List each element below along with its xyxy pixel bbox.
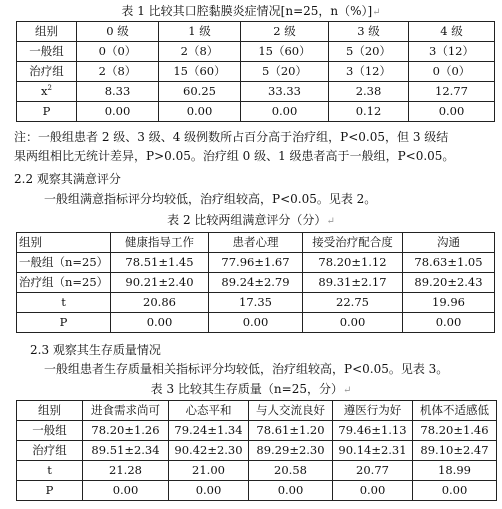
table3-cell: 89.51±2.34 [83, 441, 169, 461]
table-row [17, 253, 495, 273]
table1-cell: 0.12 [329, 102, 409, 122]
table1-cell: 3（12） [329, 62, 409, 82]
section-heading-2-3: 2.3 观察其生存质量情况 [30, 343, 161, 357]
table2-header: 健康指导工作 [111, 233, 209, 253]
return-mark: ↵ [342, 385, 352, 396]
table1-cell: 治疗组 [17, 62, 77, 82]
table3-header: 组别 [17, 401, 83, 421]
table2-cell: t [17, 293, 111, 313]
table2 [16, 232, 495, 333]
return-mark: ↵ [372, 7, 381, 18]
table-row [17, 102, 495, 122]
table1-header: 3 级 [329, 22, 409, 42]
table-row [17, 62, 495, 82]
table3-cell: 89.29±2.30 [249, 441, 333, 461]
table2-cell: 89.31±2.17 [303, 273, 403, 293]
table2-cell: 19.96 [403, 293, 495, 313]
table2-header-row [17, 233, 495, 253]
table-row [17, 273, 495, 293]
table2-header: 组别 [17, 233, 111, 253]
table1-cell: 2.38 [329, 82, 409, 102]
table1-cell: 0.00 [159, 102, 241, 122]
table1-cell: 5（20） [329, 42, 409, 62]
table2-header: 患者心理 [209, 233, 303, 253]
table2-cell: 89.20±2.43 [403, 273, 495, 293]
table2-cell: 一般组（n=25） [17, 253, 111, 273]
table3-header: 与人交流良好 [249, 401, 333, 421]
table2-cell: 90.21±2.40 [111, 273, 209, 293]
table3-cell: 18.99 [413, 461, 497, 481]
section-2-2-text: 一般组满意指标评分均较低，治疗组较高，P<0.05。见表 2。 [44, 192, 377, 206]
section-2-3-text: 一般组患者生存质量相关指标评分均较低，治疗组较高，P<0.05。见表 3。 [44, 362, 449, 376]
table1-cell: 15（60） [159, 62, 241, 82]
table1-header-row [17, 22, 495, 42]
table1-cell: 0（0） [77, 42, 159, 62]
table1-cell: 2（8） [77, 62, 159, 82]
table2-header: 接受治疗配合度 [303, 233, 403, 253]
table1-cell: 3（12） [409, 42, 495, 62]
table1-header: 4 级 [409, 22, 495, 42]
table3-cell: 90.42±2.30 [169, 441, 249, 461]
table1-cell: 5（20） [241, 62, 329, 82]
chi-superscript: 2 [47, 84, 52, 93]
table3-cell: 一般组 [17, 421, 83, 441]
table3-header: 进食需求尚可 [83, 401, 169, 421]
table2-cell: 20.86 [111, 293, 209, 313]
table3-cell: 21.28 [83, 461, 169, 481]
table2-header: 沟通 [403, 233, 495, 253]
table-row [17, 42, 495, 62]
table1-cell: P [17, 102, 77, 122]
table3-cell: 0.00 [413, 481, 497, 501]
table2-cell: 78.63±1.05 [403, 253, 495, 273]
table2-cell: 0.00 [303, 313, 403, 333]
table3-cell: 20.58 [249, 461, 333, 481]
table3-cell: 78.61±1.20 [249, 421, 333, 441]
table1 [16, 21, 495, 122]
table3-header: 心态平和 [169, 401, 249, 421]
table2-cell: 0.00 [209, 313, 303, 333]
table3-caption: 表 3 比较其生存质量（n=25，分）↵ [150, 382, 352, 396]
table1-header: 2 级 [241, 22, 329, 42]
table1-header: 1 级 [159, 22, 241, 42]
table2-cell: 17.35 [209, 293, 303, 313]
table3-cell: 79.46±1.13 [333, 421, 413, 441]
table2-cell: 89.24±2.79 [209, 273, 303, 293]
table3-header-row [17, 401, 497, 421]
table3-cell: 0.00 [333, 481, 413, 501]
table1-cell: 12.77 [409, 82, 495, 102]
table1-cell: 33.33 [241, 82, 329, 102]
table-row [17, 481, 497, 501]
table3-cell: 0.00 [249, 481, 333, 501]
table3-cell: 0.00 [169, 481, 249, 501]
table1-note-line1: 注：一般组患者 2 级、3 级、4 级例数所占百分高于治疗组，P<0.05，但 3 级结 [14, 130, 449, 144]
table1-caption: 表 1 比较其口腔黏膜炎症情况[n=25，n（%）]↵ [121, 4, 381, 18]
table2-cell: 0.00 [111, 313, 209, 333]
table2-cell: 78.51±1.45 [111, 253, 209, 273]
table1-cell: 8.33 [77, 82, 159, 102]
table3-cell: 79.24±1.34 [169, 421, 249, 441]
table3-cell: 78.20±1.46 [413, 421, 497, 441]
table1-cell: 一般组 [17, 42, 77, 62]
table1-cell: 0.00 [241, 102, 329, 122]
table3-cell: 89.10±2.47 [413, 441, 497, 461]
table-row [17, 313, 495, 333]
table3-cell: 90.14±2.31 [333, 441, 413, 461]
table1-header: 0 级 [77, 22, 159, 42]
table3-header: 遵医行为好 [333, 401, 413, 421]
section-heading-2-2: 2.2 观察其满意评分 [14, 172, 121, 186]
table1-cell: 2（8） [159, 42, 241, 62]
table3-cell: 0.00 [83, 481, 169, 501]
table3-cell: 21.00 [169, 461, 249, 481]
table2-cell: 77.96±1.67 [209, 253, 303, 273]
table1-cell: 0.00 [77, 102, 159, 122]
table3-cell: 20.77 [333, 461, 413, 481]
table3-cell: 78.20±1.26 [83, 421, 169, 441]
table1-cell: 0.00 [409, 102, 495, 122]
table3-cell: 治疗组 [17, 441, 83, 461]
table2-caption: 表 2 比较两组满意评分（分）↵ [167, 213, 335, 227]
table1-cell: 60.25 [159, 82, 241, 102]
table3-cell: P [17, 481, 83, 501]
table1-cell: 15（60） [241, 42, 329, 62]
table3-header: 机体不适感低 [413, 401, 497, 421]
table2-cell: 22.75 [303, 293, 403, 313]
table-row [17, 421, 497, 441]
table3 [16, 400, 497, 501]
table1-note-line2: 果两组相比无统计差异，P>0.05。治疗组 0 级、1 级患者高于一般组，P<0.05。 [14, 149, 455, 163]
return-mark: ↵ [326, 216, 335, 227]
table2-cell: 78.20±1.12 [303, 253, 403, 273]
table-row [17, 461, 497, 481]
table1-header: 组别 [17, 22, 77, 42]
table2-cell: 治疗组（n=25） [17, 273, 111, 293]
table2-cell: 0.00 [403, 313, 495, 333]
table2-cell: P [17, 313, 111, 333]
table-row [17, 441, 497, 461]
table-row [17, 82, 495, 102]
table3-cell: t [17, 461, 83, 481]
table-row [17, 293, 495, 313]
table1-cell: 0（0） [409, 62, 495, 82]
table1-cell-chi: $x^2$ [17, 82, 77, 102]
